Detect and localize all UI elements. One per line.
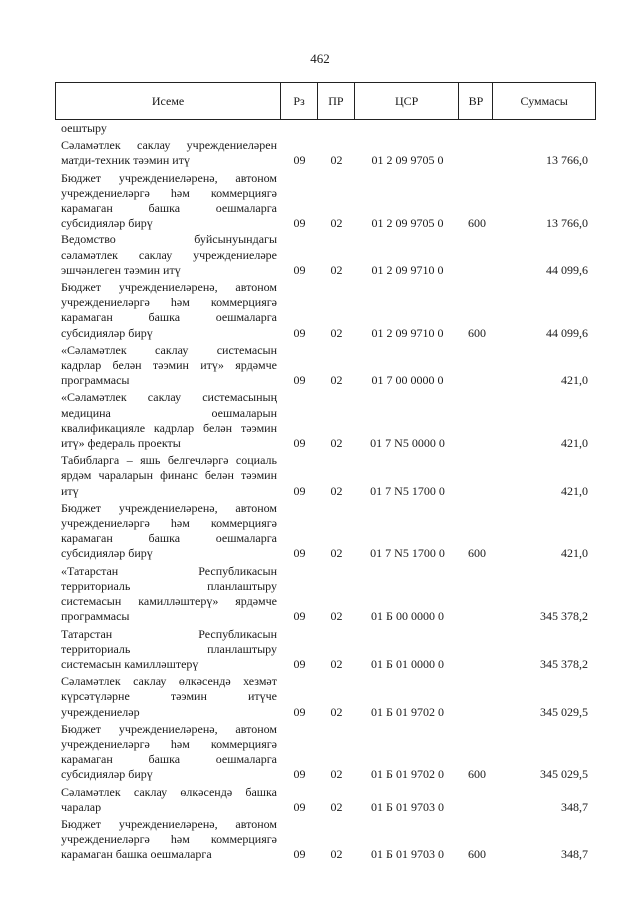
row-name-line: программасы	[61, 373, 130, 388]
row-name-line: субсидияләр бирү	[61, 325, 153, 340]
row-name-line: системасын камилләштерү» ярдәмче	[61, 594, 277, 609]
row-sum: 421,0	[561, 373, 588, 388]
row-vr	[460, 390, 494, 451]
row-sum: 345 378,2	[540, 609, 588, 624]
row-vr	[460, 453, 494, 499]
row-name-line: квалификацияле кадрлар белән тәэмин	[61, 420, 277, 435]
row-vr: 600	[468, 216, 486, 231]
header-sum: Суммасы	[520, 93, 568, 108]
row-csr: 01 2 09 9705 0	[371, 153, 444, 168]
row-pr: 02	[330, 483, 343, 498]
row-vr: 600	[468, 325, 486, 340]
row-pr: 02	[330, 262, 343, 277]
row-rz: 09	[293, 704, 306, 719]
row-csr: 01 7 00 0000 0	[371, 373, 444, 388]
row-name	[55, 280, 281, 341]
row-name-line: учреждениеләргә һәм коммерциягә	[61, 516, 277, 531]
table-row	[55, 138, 596, 168]
row-rz: 09	[293, 153, 306, 168]
header-name: Исеме	[56, 83, 281, 119]
table-row	[55, 121, 596, 136]
row-rz: 09	[293, 216, 306, 231]
row-name-line: сәламәтлек саклау учреждениеләре	[61, 247, 277, 262]
row-pr: 02	[330, 704, 343, 719]
row-name-line: «Сәламәтлек саклау системасының	[61, 390, 277, 405]
row-csr: 01 Б 01 9702 0	[371, 704, 444, 719]
row-name-line: учреждениеләргә һәм коммерциягә	[61, 185, 277, 200]
row-vr	[460, 627, 494, 673]
row-csr: 01 Б 01 9703 0	[371, 799, 444, 814]
row-name-line: карамаган башка оешмаларга	[61, 847, 212, 862]
row-sum: 348,7	[561, 799, 588, 814]
table-row	[55, 280, 596, 341]
row-csr: 01 Б 01 9703 0	[371, 847, 444, 862]
row-name	[55, 453, 281, 499]
row-vr	[460, 343, 494, 389]
row-vr: 600	[468, 546, 486, 561]
row-sum: 13 766,0	[546, 216, 588, 231]
row-name-line: территориаль планлаштыру	[61, 578, 277, 593]
row-pr: 02	[330, 609, 343, 624]
row-name-line: учреждениеләр	[61, 704, 140, 719]
row-name-line: матди-техник тәэмин итү	[61, 153, 190, 168]
row-name-line: Бюджет учреждениеләренә, автоном	[61, 500, 277, 515]
row-sum: 345 029,5	[540, 767, 588, 782]
row-vr: 600	[468, 767, 486, 782]
row-name	[55, 138, 281, 168]
table-row	[55, 722, 596, 783]
row-rz: 09	[293, 799, 306, 814]
row-csr: 01 2 09 9710 0	[371, 262, 444, 277]
row-name	[55, 171, 281, 232]
row-name	[55, 564, 281, 625]
row-name-line: субсидияләр бирү	[61, 546, 153, 561]
row-name	[55, 722, 281, 783]
row-name	[55, 121, 281, 136]
row-rz: 09	[293, 847, 306, 862]
row-name-line: медицина оешмаларын	[61, 405, 277, 420]
row-name-line: күрсәтүләрне тәэмин итүче	[61, 689, 277, 704]
row-sum: 421,0	[561, 436, 588, 451]
row-name	[55, 817, 281, 863]
row-name-line: «Татарстан Республикасын	[61, 563, 277, 578]
row-name	[55, 674, 281, 720]
table-row	[55, 232, 596, 278]
row-csr: 01 2 09 9705 0	[371, 216, 444, 231]
row-name-line: Бюджет учреждениеләренә, автоном	[61, 280, 277, 295]
row-name-line: Сәламәтлек саклау өлкәсендә башка	[61, 784, 277, 799]
table-row	[55, 564, 596, 625]
row-name-line: программасы	[61, 609, 130, 624]
table-row	[55, 390, 596, 451]
row-sum: 44 099,6	[546, 262, 588, 277]
row-name-line: Бюджет учреждениеләренә, автоном	[61, 721, 277, 736]
table-row	[55, 501, 596, 562]
row-name-line: системасын камилләштерү	[61, 656, 199, 671]
row-sum: 348,7	[561, 847, 588, 862]
row-sum: 345 029,5	[540, 704, 588, 719]
row-name-line: учреждениеләргә һәм коммерциягә	[61, 295, 277, 310]
row-rz: 09	[293, 609, 306, 624]
table-body	[55, 121, 596, 863]
table-header	[55, 82, 596, 120]
header-csr: ЦСР	[355, 83, 460, 119]
row-pr: 02	[330, 436, 343, 451]
row-csr: 01 7 N5 0000 0	[370, 436, 445, 451]
row-rz: 09	[293, 767, 306, 782]
row-csr: 01 2 09 9710 0	[371, 325, 444, 340]
row-pr: 02	[330, 373, 343, 388]
page-number: 462	[310, 51, 330, 66]
table-row	[55, 674, 596, 720]
row-vr	[460, 232, 494, 278]
row-rz: 09	[293, 546, 306, 561]
table-row	[55, 453, 596, 499]
row-name-line: Бюджет учреждениеләренә, автоном	[61, 816, 277, 831]
row-name	[55, 627, 281, 673]
row-vr: 600	[468, 847, 486, 862]
row-pr: 02	[330, 216, 343, 231]
row-sum: 421,0	[561, 546, 588, 561]
row-name-line: ярдәм чараларын финанс белән тәэмин	[61, 468, 277, 483]
row-vr	[460, 785, 494, 815]
row-vr	[460, 564, 494, 625]
table-row	[55, 817, 596, 863]
row-sum: 421,0	[561, 483, 588, 498]
row-name	[55, 501, 281, 562]
row-name-line: территориаль планлаштыру	[61, 641, 277, 656]
row-name-line: субсидияләр бирү	[61, 767, 153, 782]
row-csr: 01 Б 00 0000 0	[371, 609, 444, 624]
row-name-line: учреждениеләргә һәм коммерциягә	[61, 736, 277, 751]
row-csr: 01 Б 01 9702 0	[371, 767, 444, 782]
table-row	[55, 171, 596, 232]
row-sum	[494, 121, 596, 136]
row-name	[55, 232, 281, 278]
row-name-line: Татарстан Республикасын	[61, 626, 277, 641]
row-pr: 02	[330, 325, 343, 340]
row-name-line: Сәламәтлек саклау учреждениеләрен	[61, 138, 277, 153]
row-pr: 02	[330, 153, 343, 168]
row-name-line: карамаган башка оешмаларга	[61, 201, 277, 216]
table-row	[55, 627, 596, 673]
row-rz: 09	[293, 436, 306, 451]
row-vr	[460, 138, 494, 168]
row-name-line: итү» федераль проекты	[61, 436, 181, 451]
row-pr: 02	[330, 799, 343, 814]
row-pr: 02	[330, 656, 343, 671]
row-name	[55, 785, 281, 815]
row-csr: 01 Б 01 0000 0	[371, 656, 444, 671]
row-pr: 02	[330, 767, 343, 782]
row-name-line: кадрлар белән тәэмин итү» ярдәмче	[61, 358, 277, 373]
row-name-line: Сәламәтлек саклау өлкәсендә хезмәт	[61, 674, 277, 689]
row-sum: 44 099,6	[546, 325, 588, 340]
row-csr: 01 7 N5 1700 0	[370, 483, 445, 498]
row-sum: 13 766,0	[546, 153, 588, 168]
table-row	[55, 785, 596, 815]
row-rz: 09	[293, 656, 306, 671]
row-name-line: Табибларга – яшь белгечләргә социаль	[61, 453, 277, 468]
row-name-line: Ведомство буйсынуындагы	[61, 232, 277, 247]
row-name-line: карамаган башка оешмаларга	[61, 310, 277, 325]
row-vr	[460, 674, 494, 720]
row-name	[55, 343, 281, 389]
row-name	[55, 390, 281, 451]
row-pr: 02	[330, 847, 343, 862]
row-name-line: эшчәнлеген тәэмин итү	[61, 262, 181, 277]
row-name-line: субсидияләр бирү	[61, 216, 153, 231]
row-rz: 09	[293, 262, 306, 277]
header-rz: Рз	[281, 83, 318, 119]
row-name-line: чаралар	[61, 799, 102, 814]
row-name-line: учреждениеләргә һәм коммерциягә	[61, 832, 277, 847]
row-rz: 09	[293, 373, 306, 388]
row-name-line: оештыру	[61, 121, 107, 135]
row-name-line: «Сәламәтлек саклау системасын	[61, 342, 277, 357]
row-pr: 02	[330, 546, 343, 561]
header-vr: ВР	[459, 83, 493, 119]
row-rz: 09	[293, 325, 306, 340]
row-name-line: итү	[61, 483, 79, 498]
row-vr	[460, 121, 494, 136]
row-rz: 09	[293, 483, 306, 498]
row-pr	[318, 121, 355, 136]
row-name-line: карамаган башка оешмаларга	[61, 752, 277, 767]
row-name-line: Бюджет учреждениеләренә, автоном	[61, 170, 277, 185]
table-row	[55, 343, 596, 389]
row-csr	[355, 121, 460, 136]
header-pr: ПР	[318, 83, 355, 119]
row-csr: 01 7 N5 1700 0	[370, 546, 445, 561]
row-sum: 345 378,2	[540, 656, 588, 671]
row-name-line: карамаган башка оешмаларга	[61, 531, 277, 546]
row-rz	[281, 121, 318, 136]
